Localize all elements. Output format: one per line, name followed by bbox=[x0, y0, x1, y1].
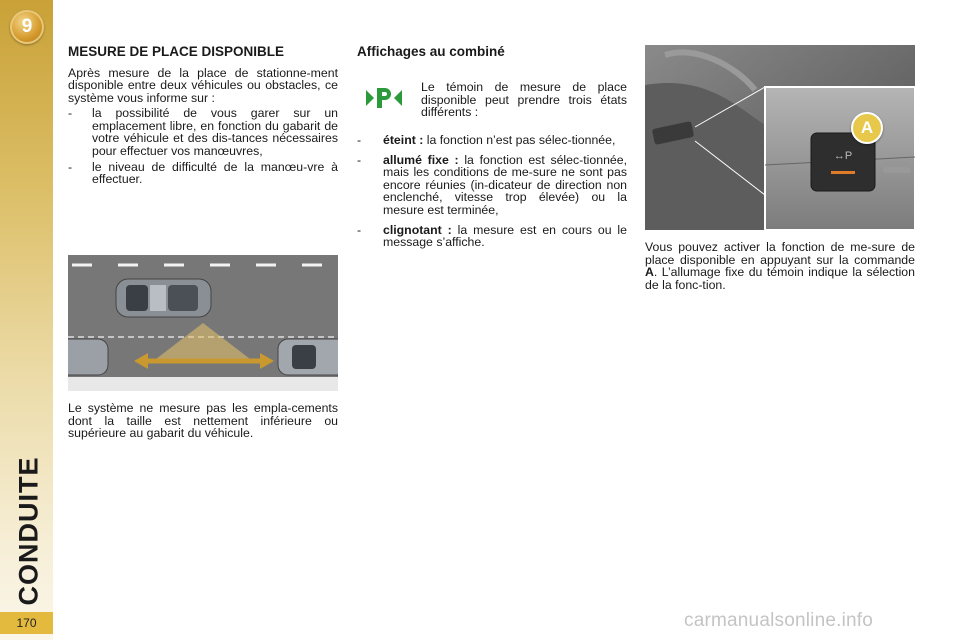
svg-text:↔P: ↔P bbox=[833, 150, 853, 162]
list-item: - le niveau de difficulté de la manœu-vre à effectuer. bbox=[68, 159, 338, 187]
chapter-sidebar bbox=[0, 0, 53, 640]
left-column bbox=[68, 45, 338, 186]
indicator-description: Le témoin de mesure de place disponible peut prendre trois états différents : bbox=[421, 80, 627, 120]
dashboard-photo bbox=[645, 45, 915, 230]
note-column bbox=[68, 402, 338, 440]
activation-paragraph: Vous pouvez activer la fonction de me-sure de place disponible en appuyant sur la commande A. L’allumage fixe du témoin indique la sélection de la fonc-tion. bbox=[645, 240, 915, 292]
section-heading: MESURE DE PLACE DISPONIBLE bbox=[68, 44, 285, 59]
list-item: - la possibilité de vous garer sur un emplacement libre, en fonction du gabarit de votre véhicule et des dis-tances nécessaires pour effectuer vos manœuvres, bbox=[68, 106, 338, 159]
watermark: carmanualsonline.info bbox=[684, 610, 874, 631]
middle-heading: Affichages au combiné bbox=[357, 44, 505, 59]
right-column-text bbox=[645, 241, 915, 291]
section-title bbox=[9, 456, 49, 606]
page-number: 170 bbox=[16, 616, 37, 630]
section-title-text: CONDUITE bbox=[13, 456, 44, 606]
list-item: - clignotant : la mesure est en cours ou le message s’affiche. bbox=[357, 222, 628, 250]
command-a-badge: A bbox=[851, 112, 883, 144]
page-number-box bbox=[0, 612, 53, 634]
list-item: - allumé fixe : la fonction est sélec-tionnée, mais les conditions de me-sure ne sont pas encore réunies (in-dicateur de direction non enclenché, vitesse trop élevée) ou la mesure est terminée, bbox=[357, 152, 628, 217]
note-paragraph: Le système ne mesure pas les empla-cements dont la taille est nettement inférieure ou supérieure au gabarit du véhicule. bbox=[68, 401, 338, 441]
chapter-number: 9 bbox=[21, 16, 33, 37]
parking-illustration bbox=[68, 255, 338, 391]
list-item: - éteint : la fonction n’est pas sélec-tionnée, bbox=[357, 133, 616, 147]
parking-diagram-svg bbox=[68, 255, 338, 391]
chapter-badge bbox=[10, 10, 44, 44]
states-list bbox=[357, 134, 627, 249]
middle-column bbox=[357, 45, 627, 59]
intro-paragraph: Après mesure de la place de stationne-ment disponible entre deux véhicules ou obstacles, ce système vous informe sur : bbox=[68, 65, 338, 105]
car-icon bbox=[116, 279, 211, 317]
parking-indicator-icon bbox=[364, 85, 404, 111]
